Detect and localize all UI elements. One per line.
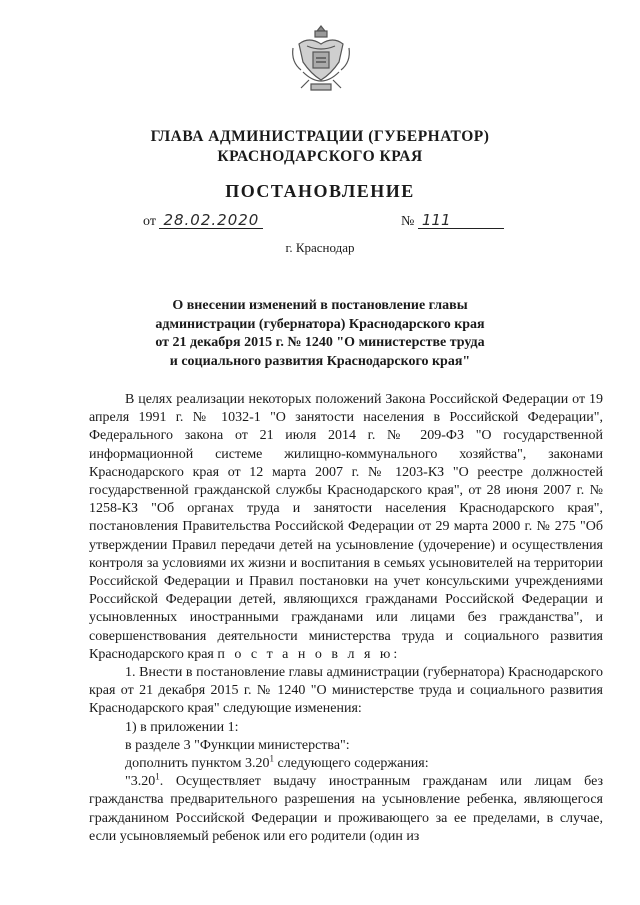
subitem-1: 1) в приложении 1: [125, 719, 239, 735]
subitem-section: в разделе 3 "Функции министерства": [125, 737, 350, 753]
add-clause-text: дополнить пунктом 3.20 [125, 756, 270, 772]
issuer-region: КРАСНОДАРСКОГО КРАЯ [217, 148, 423, 165]
coat-of-arms-emblem [289, 22, 353, 96]
date-prefix: от [143, 214, 156, 229]
number-prefix: № [401, 214, 415, 229]
subject-line: от 21 декабря 2015 г. № 1240 "О министерстве труда [155, 335, 485, 350]
date-value: 28.02.2020 [159, 212, 263, 229]
subject-line: О внесении изменений в постановление главы [172, 298, 468, 313]
preamble-paragraph [89, 391, 603, 664]
number-value: 111 [418, 212, 504, 229]
preamble-text: В целях реализации некоторых положений Закона Российской Федерации от 19 апреля 1991 г. № 1032-1 "О занятости населения в Российской Федерации", Федерального закона от 21 июля 2014 г. № 209-ФЗ "О государственной информационной системе жилищно-коммунального хозяйства", законами Краснодарского края от 12 марта 2007 г. № 1203-КЗ "О реестре должностей государственной гражданской службы Краснодарского края", от 28 июня 2007 г. № 1258-КЗ "Об органах труда и занятости населения Краснодарского края", постановления Правительства Российской Федерации от 29 марта 2000 г. № 275 "Об утверждении Правил передачи детей на усыновление (удочерение) и осуществления контроля за условиями их жизни и воспитания в семьях усыновителей на территории Российской Федерации и Правил постановки на учет консульскими учреждениями Российской Федерации детей, являющихся гражданами Российской Федерации и усыновленных иностранными гражданами или лицами без гражданства", и совершенствования деятельности министерства труда и социального развития Краснодарского края [89, 392, 603, 662]
issuer-title: ГЛАВА АДМИНИСТРАЦИИ (ГУБЕРНАТОР) [150, 128, 490, 145]
number-line [401, 212, 504, 230]
document-body [89, 391, 603, 846]
quote-text: . Осуществляет выдачу иностранным гражданам или лицам без гражданства предварительного разрешения на усыновление ребенка, являющегося гражданином Российской Федерации и проживающего за ее пределами, в случае, если усыновляемый ребенок или его родители (один из [89, 774, 603, 844]
subject-line: и социального развития Краснодарского края" [169, 353, 471, 369]
subject-line: администрации (губернатора) Краснодарского края [155, 316, 485, 332]
superscript: 1 [155, 771, 160, 782]
document-subject [110, 297, 530, 371]
quoted-clause [89, 773, 603, 846]
add-clause-text-tail: следующего содержания: [274, 756, 429, 772]
quote-number: "3.20 [125, 774, 156, 790]
superscript: 1 [269, 753, 275, 764]
subitem-add-clause [89, 755, 603, 773]
decree-word: п о с т а н о в л я ю: [217, 646, 401, 662]
item-1-paragraph: 1. Внести в постановление главы администрации (губернатора) Краснодарского края от 21 декабря 2015 г. № 1240 "О министерстве труда и социального развития Краснодарского края" следующие изменения: [89, 665, 603, 717]
date-line [143, 212, 263, 230]
city: г. Краснодар [285, 240, 355, 255]
document-type: ПОСТАНОВЛЕНИЕ [225, 181, 415, 201]
